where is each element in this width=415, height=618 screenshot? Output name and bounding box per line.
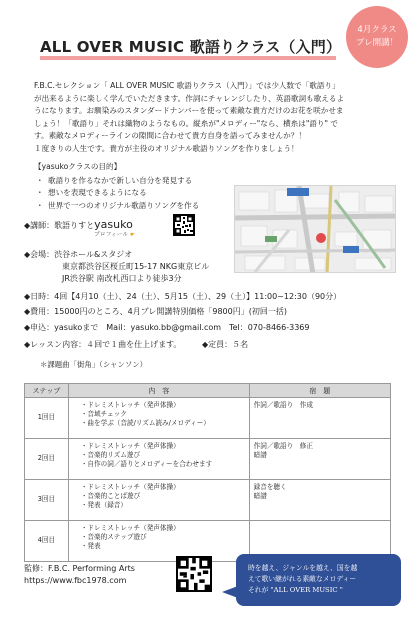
content-item: ・音楽的リズム遊び [80, 451, 141, 460]
lecturer-name: yasuko [94, 218, 133, 231]
purpose-title: 【yasukoクラスの目的】 [34, 162, 122, 171]
content-item: ・発表（録音） [80, 501, 127, 510]
content-item: ・曲を学ぶ（音読/リズム読み/メロディー） [80, 419, 210, 428]
capacity-text: ◆定員：５名 [201, 340, 249, 349]
content-cell [68, 521, 249, 562]
step-cell: 2回目 [25, 439, 69, 480]
intro-line: １度きりの人生です。貴方が主役のオリジナル歌語りソングを作りましょう！ [34, 143, 299, 153]
content-item: ・音楽的ことば遊び [80, 492, 141, 501]
slogan-line: えて歌い継がれる素敵なメロディー [248, 574, 357, 583]
content-cell [68, 480, 249, 521]
table-row [25, 439, 391, 480]
title-underline [40, 56, 336, 60]
homework-item: 暗譜 [253, 451, 267, 460]
venue-access: JR渋谷駅 南改札西口より徒歩3分 [62, 274, 182, 283]
venue-label: ◆会場：渋谷ホール&スタジオ [24, 250, 133, 259]
content-cell [68, 398, 249, 439]
intro-line: が出来るように楽しく学んでいただきます。作詞にチャレンジしたり、英語歌詞も歌えるよ [34, 93, 345, 103]
table-header-row [25, 384, 391, 398]
slogan-bubble [236, 554, 401, 606]
map-graphic [235, 186, 396, 273]
lecturer-line [24, 218, 136, 238]
lesson-schedule-table [24, 383, 391, 562]
website-link[interactable]: https://www.fbc1978.com [24, 576, 127, 585]
homework-item: 作詞／歌語り 修正 [253, 442, 313, 450]
intro-line: F.B.C.セレクション「 ALL OVER MUSIC 歌語りクラス（入門）」では少人数で「歌語り」 [34, 81, 340, 90]
badge-line2: プレ開講！ [355, 38, 399, 48]
preopen-badge [346, 6, 408, 68]
apply-line: ◆申込：yasukoまで Mail：yasuko.bb@gmail.com Tel：070-8466-3369 [24, 323, 310, 332]
homework-item: 暗譜 [253, 492, 267, 501]
intro-paragraph [34, 80, 380, 156]
assignment-line: ＊課題曲「街角」（シャンソン） [40, 360, 148, 369]
homework-cell [249, 480, 390, 521]
badge-line1: 4月クラス [357, 25, 397, 35]
purpose-item: ・ 歌語りを作るなかで新しい自分を発見する [34, 175, 199, 188]
table-row [25, 398, 391, 439]
purpose-item: ・ 世界で一つのオリジナル歌語りソングを作る [34, 200, 199, 213]
content-item: ・発表 [80, 542, 101, 551]
header-step: ステップ [25, 384, 69, 398]
venue-section [24, 249, 209, 285]
homework-item: 作詞／歌語り 作成 [253, 401, 313, 409]
venue-map[interactable] [234, 185, 396, 273]
slogan-line: 時を越え、ジャンルを越え、国を越 [248, 564, 358, 572]
profile-label: プロフィール [94, 232, 129, 238]
intro-line: うになります。お馴染みのスタンダードナンバーを使って素敵な貴方だけのお花を咲かせま [34, 106, 344, 116]
profile-qr-icon[interactable] [173, 214, 195, 236]
step-cell: 1回目 [25, 398, 69, 439]
intro-line: しょう！「歌語り」それは織物のようなもの。縦糸が"メロディー"なら、横糸は"語り" で [34, 118, 339, 128]
venue-address: 東京都渋谷区桜丘町15-17 NKG東京ビル [62, 262, 210, 271]
content-item: ・音楽的ステップ遊び [80, 533, 147, 542]
lesson-content-line [24, 339, 248, 351]
footer-credits [24, 563, 135, 587]
supervisor-text: 監修：F.B.C. Performing Arts [24, 564, 135, 573]
content-cell [68, 439, 249, 480]
qr-code-graphic [175, 216, 193, 234]
intro-line: す。素敵なメロディーラインの隙間に合わせて貴方自身を語ってみませんか？！ [34, 131, 306, 141]
header-homework: 宿 題 [249, 384, 390, 398]
purpose-section [34, 161, 199, 212]
step-cell: 3回目 [25, 480, 69, 521]
profile-link[interactable] [94, 229, 135, 241]
page-title: ALL OVER MUSIC 歌語りクラス（入門） [40, 38, 342, 56]
content-item: ・音域チェック [80, 410, 127, 419]
table-row [25, 480, 391, 521]
qr-code-graphic [178, 558, 210, 590]
fee-line: ◆費用：15000円のところ、4月プレ開講特別価格「9800円」(初回一括) [24, 307, 287, 316]
content-item: ・自作の詞／語りとメロディーを合わせます [80, 460, 213, 469]
content-item: ・ドレミストレッチ（発声体操） [80, 524, 180, 532]
purpose-item: ・ 想いを表現できるようになる [34, 187, 199, 200]
homework-item: 録音を聴く [253, 483, 287, 491]
content-item: ・ドレミストレッチ（発声体操） [80, 401, 180, 409]
pointing-hand-icon: ☛ [130, 232, 136, 238]
header-content: 内 容 [68, 384, 249, 398]
step-cell: 4回目 [25, 521, 69, 562]
homework-cell [249, 439, 390, 480]
slogan-line: それが "ALL OVER MUSIC " [248, 585, 343, 594]
schedule-line: ◆日時：4回【4月10（土）、24（土）、5月15（土）、29（土）】11:00~12:30（90分） [24, 292, 342, 301]
homework-cell [249, 398, 390, 439]
lecturer-label: ◆講師：歌語りすと [24, 221, 95, 230]
website-qr-icon[interactable] [176, 556, 212, 592]
content-item: ・ドレミストレッチ（発声体操） [80, 442, 180, 450]
lesson-content-text: ◆レッスン内容：４回で１曲を仕上げます。 [24, 340, 182, 349]
content-item: ・ドレミストレッチ（発声体操） [80, 483, 180, 491]
